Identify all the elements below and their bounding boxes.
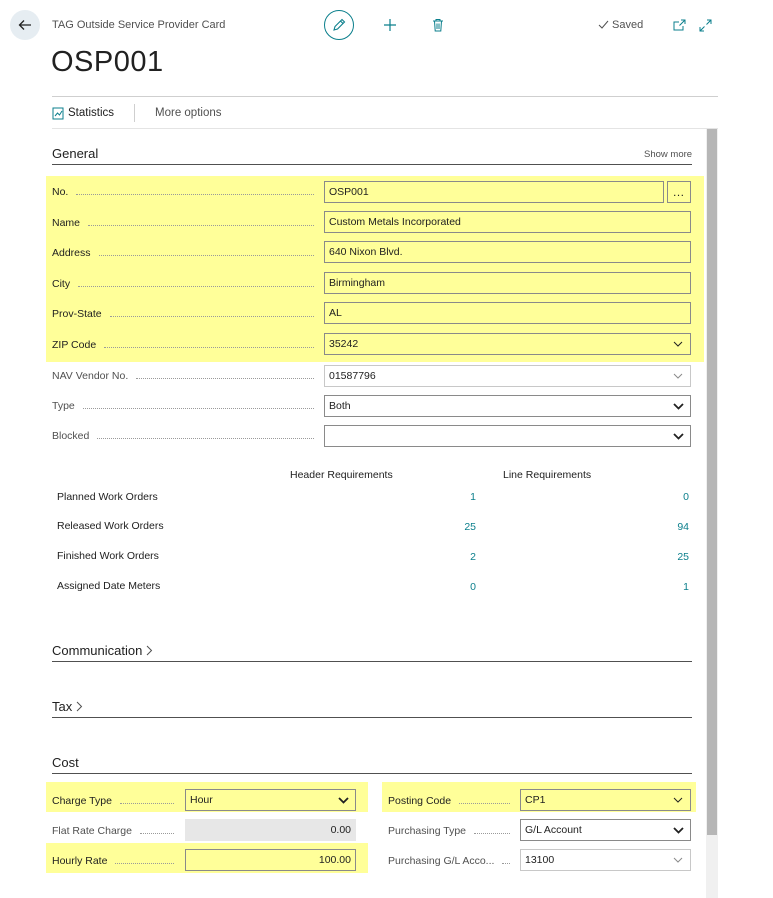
req-row-label: Finished Work Orders (57, 550, 159, 562)
chevron-down-icon (670, 336, 686, 352)
req-header-value[interactable]: 1 (470, 491, 476, 503)
ellipsis-icon: … (672, 185, 686, 199)
req-line-value[interactable]: 1 (683, 581, 689, 593)
charge-type-label: Charge Type (52, 793, 182, 809)
hourly-rate-label: Hourly Rate (52, 853, 182, 869)
scrollbar-thumb[interactable] (707, 129, 717, 835)
chevron-down-icon (335, 792, 351, 808)
flat-rate-charge-field: 0.00 (185, 819, 356, 841)
general-section-title[interactable]: General (52, 146, 99, 161)
blocked-select[interactable] (324, 425, 691, 447)
checkmark-icon (598, 20, 609, 30)
tax-section-line (52, 717, 692, 718)
city-label: City (52, 276, 322, 292)
statistics-icon (52, 107, 64, 120)
plus-icon (383, 18, 397, 32)
more-options-action[interactable]: More options (155, 107, 222, 119)
edit-button[interactable] (324, 10, 354, 40)
hourly-rate-field[interactable]: 100.00 (185, 849, 356, 871)
req-line-value[interactable]: 25 (677, 551, 689, 563)
cost-section-title[interactable]: Cost (52, 755, 79, 770)
tax-section-title[interactable]: Tax (52, 699, 83, 714)
name-label: Name (52, 215, 322, 231)
blocked-label: Blocked (52, 428, 322, 444)
open-new-window-button[interactable] (669, 15, 689, 35)
statistics-label: Statistics (68, 107, 115, 119)
name-field[interactable]: Custom Metals Incorporated (324, 211, 691, 233)
page-title: OSP001 (51, 46, 164, 78)
req-line-value[interactable]: 94 (677, 521, 689, 533)
chevron-down-icon (670, 368, 686, 384)
header-separator (52, 96, 718, 97)
pencil-icon (332, 18, 346, 32)
req-row-label: Released Work Orders (57, 520, 164, 532)
arrow-left-icon (18, 18, 32, 32)
communication-section-title[interactable]: Communication (52, 643, 153, 658)
cost-section-line (52, 773, 692, 774)
zip-code-field[interactable]: 35242 (324, 333, 691, 355)
chevron-right-icon (146, 645, 153, 656)
saved-label: Saved (612, 19, 644, 31)
chevron-down-icon (670, 398, 686, 414)
actionbar-separator (52, 128, 718, 129)
show-more-link[interactable]: Show more (644, 149, 693, 160)
open-new-window-icon (673, 19, 686, 31)
no-label: No. (52, 184, 322, 200)
charge-type-select[interactable]: Hour (185, 789, 356, 811)
no-field[interactable]: OSP001 (324, 181, 664, 203)
no-assist-button[interactable] (667, 181, 691, 203)
purchasing-gl-account-field[interactable]: 13100 (520, 849, 691, 871)
req-header-value[interactable]: 0 (470, 581, 476, 593)
posting-code-label: Posting Code (388, 793, 518, 809)
expand-button[interactable] (695, 15, 715, 35)
posting-code-field[interactable]: CP1 (520, 789, 691, 811)
chevron-right-icon (76, 701, 83, 712)
new-button[interactable] (380, 15, 400, 35)
city-field[interactable]: Birmingham (324, 272, 691, 294)
flat-rate-charge-label: Flat Rate Charge (52, 823, 182, 839)
address-label: Address (52, 245, 322, 261)
nav-vendor-no-label: NAV Vendor No. (52, 368, 322, 384)
purchasing-type-label: Purchasing Type (388, 823, 518, 839)
req-header-value[interactable]: 25 (464, 521, 476, 533)
saved-status (598, 19, 643, 31)
communication-section-line (52, 661, 692, 662)
line-requirements-heading: Line Requirements (503, 469, 592, 481)
statistics-action[interactable] (52, 107, 114, 120)
zip-code-label: ZIP Code (52, 337, 322, 353)
prov-state-field[interactable]: AL (324, 302, 691, 324)
req-row-label: Assigned Date Meters (57, 580, 161, 592)
chevron-down-icon (670, 852, 686, 868)
type-label: Type (52, 398, 322, 414)
purchasing-type-select[interactable]: G/L Account (520, 819, 691, 841)
chevron-down-icon (670, 822, 686, 838)
req-row-label: Planned Work Orders (57, 491, 158, 503)
action-divider (134, 104, 135, 122)
trash-icon (432, 18, 444, 32)
purchasing-gl-account-label: Purchasing G/L Acco... (388, 853, 518, 869)
address-field[interactable]: 640 Nixon Blvd. (324, 241, 691, 263)
header-requirements-heading: Header Requirements (290, 469, 393, 481)
action-bar (52, 104, 222, 122)
page-caption: TAG Outside Service Provider Card (52, 19, 226, 31)
req-header-value[interactable]: 2 (470, 551, 476, 563)
expand-icon (699, 19, 712, 32)
type-select[interactable]: Both (324, 395, 691, 417)
delete-button[interactable] (428, 15, 448, 35)
general-section-line (52, 164, 692, 165)
nav-vendor-no-field[interactable]: 01587796 (324, 365, 691, 387)
prov-state-label: Prov-State (52, 306, 322, 322)
chevron-down-icon (670, 428, 686, 444)
req-line-value[interactable]: 0 (683, 491, 689, 503)
back-button[interactable] (10, 10, 40, 40)
chevron-down-icon (670, 792, 686, 808)
